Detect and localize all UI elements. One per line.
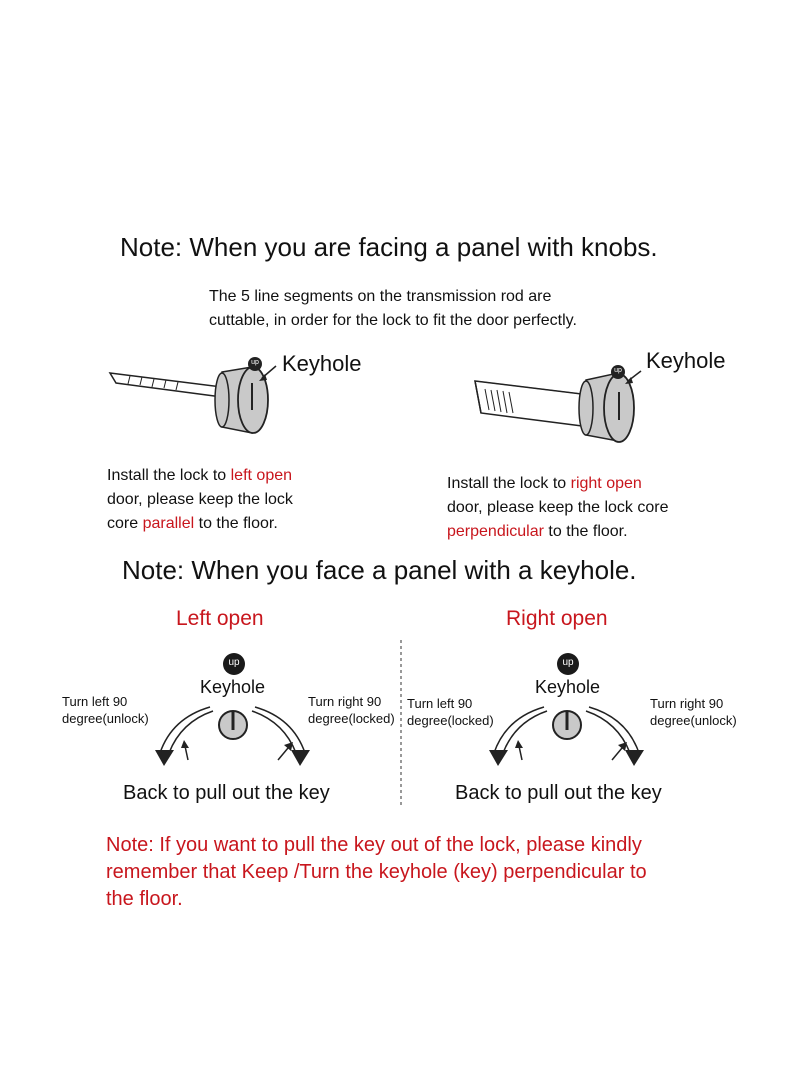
keyhole-label-right-knob: Keyhole	[646, 348, 726, 373]
left-open-back-instruction: Back to pull out the key	[123, 782, 330, 804]
right-open-turn-left: Turn left 90 degree(locked)	[407, 696, 494, 728]
up-badge-left-open: up	[228, 657, 240, 668]
keyhole-label-left-knob: Keyhole	[282, 351, 362, 376]
right-open-back-instruction: Back to pull out the key	[455, 782, 662, 804]
right-instruction-line-3: perpendicular to the floor.	[447, 523, 628, 540]
left-instruction-line-2: door, please keep the lock	[107, 491, 293, 508]
section-title-keyhole: Note: When you face a panel with a keyhole.	[122, 555, 637, 585]
keyhole-label-right-open: Keyhole	[535, 677, 601, 697]
final-note-line-1: Note: If you want to pull the key out of the lock, please kindly	[106, 834, 642, 856]
right-instruction-line-1: Install the lock to right open	[447, 475, 642, 492]
left-open-highlight: left open	[230, 467, 293, 484]
up-badge-left-knob: up	[251, 359, 259, 366]
section-title-knobs: Note: When you are facing a panel with knobs.	[120, 232, 658, 262]
final-note-line-3: the floor.	[106, 888, 183, 910]
left-open-turn-left: Turn left 90 degree(unlock)	[62, 694, 149, 726]
left-instruction-line-3: core parallel to the floor.	[107, 515, 278, 532]
perpendicular-highlight: perpendicular	[447, 523, 544, 540]
rod-note-line-1: The 5 line segments on the transmission rod are	[209, 288, 552, 305]
left-instruction-line-1: Install the lock to left open	[107, 467, 293, 484]
right-instruction-line-2: door, please keep the lock core	[447, 499, 669, 516]
left-open-turn-right: Turn right 90 degree(locked)	[308, 694, 395, 726]
keyhole-label-left-open: Keyhole	[200, 677, 266, 697]
up-badge-right-open: up	[562, 657, 574, 668]
final-note-line-2: remember that Keep /Turn the keyhole (key) perpendicular to	[106, 861, 647, 883]
right-open-turn-right: Turn right 90 degree(unlock)	[650, 696, 737, 728]
left-open-heading: Left open	[176, 607, 264, 630]
right-open-highlight: right open	[570, 475, 642, 492]
right-open-heading: Right open	[506, 607, 608, 630]
parallel-highlight: parallel	[142, 515, 195, 532]
rod-note-line-2: cuttable, in order for the lock to fit the door perfectly.	[209, 312, 577, 329]
up-badge-right-knob: up	[614, 367, 622, 374]
final-note	[106, 832, 647, 913]
